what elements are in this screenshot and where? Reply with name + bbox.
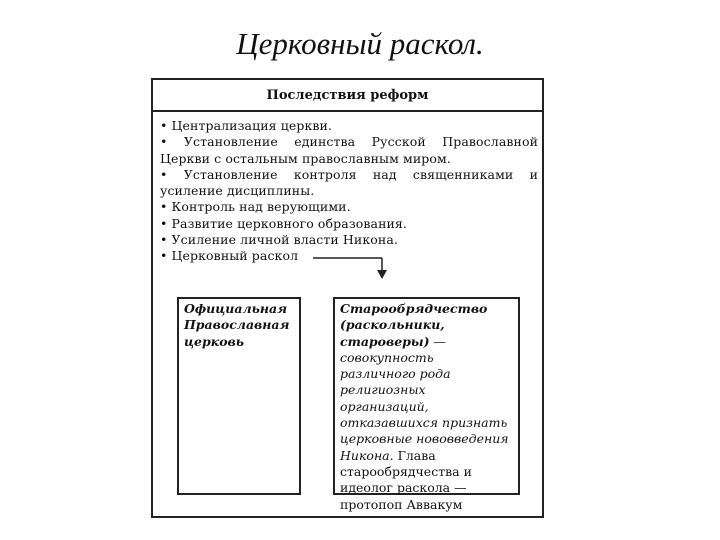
consequence-item: • Централизация церкви. (160, 118, 333, 133)
consequence-item: • Развитие церковного образования. (160, 215, 407, 231)
slide-title: Церковный раскол. (236, 26, 484, 61)
consequence-item: • Контроль над верующими. (160, 199, 351, 215)
official-church-box (177, 297, 301, 495)
consequence-item: • Усиление личной власти Никона. (160, 232, 398, 248)
consequence-item: • Установление контроля над священниками и усиление дисциплины. (160, 166, 538, 199)
old-believers-term: Старообрядчество (раскольники, староверы) (340, 301, 488, 349)
diagram-header: Последствия реформ (153, 80, 542, 112)
consequence-item-schism: • Церковный раскол (160, 248, 299, 264)
old-believers-box (333, 297, 520, 512)
official-church-title: Официальная Православная церковь (184, 301, 290, 349)
old-believers-note: Глава старообрядчества и идеолог раскола — протопоп Аввакум (340, 447, 472, 512)
old-believers-definition: — совокупность различного рода религиозных организаций, отказавшихся признать церковные нововведения Никона. (340, 333, 509, 463)
diagram-frame (151, 78, 544, 518)
consequence-item: • Установление единства Русской Православной Церкви с остальным православным миром. (160, 134, 538, 166)
arrow-head (377, 270, 387, 279)
